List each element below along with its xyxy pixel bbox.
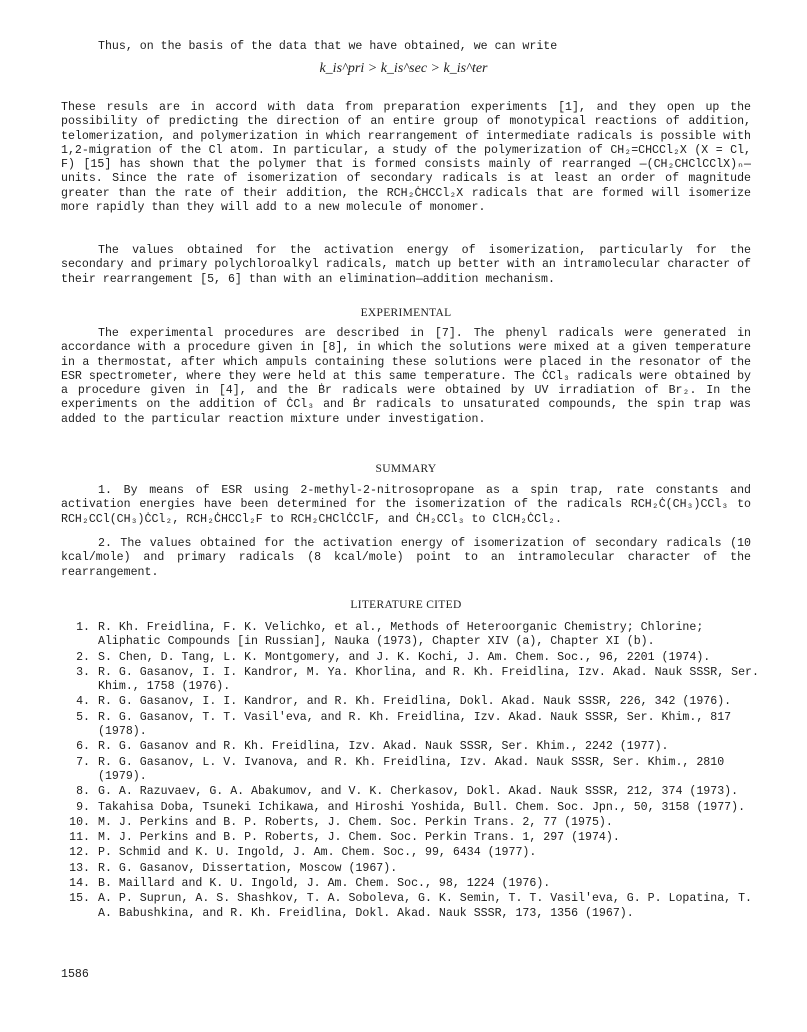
reference-number: 2. [76, 650, 90, 664]
reference-text: G. A. Razuvaev, G. A. Abakumov, and V. K. Cherkasov, Dokl. Akad. Nauk SSSR, 212, 374 (1973). [98, 785, 739, 799]
reference-text: R. G. Gasanov, T. T. Vasil'eva, and R. Kh. Freidlina, Izv. Akad. Nauk SSSR, Ser. Khim., 817 (1978). [98, 710, 732, 739]
reference-text: R. G. Gasanov, Dissertation, Moscow (1967). [98, 861, 398, 875]
reference-text: A. P. Suprun, A. S. Shashkov, T. A. Soboleva, G. K. Semin, T. T. Vasil'eva, G. P. Lopatina, T. A. Babushkina, and R. Kh. Freidlina, Dokl. Akad. Nauk SSSR, 173, 1356 (1967). [98, 892, 752, 920]
reference-item [40, 785, 760, 799]
experimental-paragraph: The experimental procedures are described in [7]. The phenyl radicals were generated in accordance with a procedure given in [8], in which the solutions were mixed at a given temperature in a thermostat, after which ampuls containing these solutions were placed in the resonator of the ESR spectrometer, where they were held at this same temperature. The ĊCl₃ radicals were obtained by a procedure given in [4], and the Ḃr radicals were obtained by UV irradiation of Br₂. In the experiments on the addition of ĊCl₃ and Ḃr radicals to unsaturated compounds, the spin trap was added to the particular reaction mixture under investigation. [61, 327, 751, 426]
reference-number: 8. [76, 785, 90, 799]
reference-item [40, 756, 760, 785]
reference-item [40, 892, 760, 921]
reference-text: S. Chen, D. Tang, L. K. Montgomery, and J. K. Kochi, J. Am. Chem. Soc., 96, 2201 (1974). [98, 650, 711, 664]
reference-text: B. Maillard and K. U. Ingold, J. Am. Chem. Soc., 98, 1224 (1976). [98, 877, 551, 891]
reference-number: 9. [76, 800, 90, 814]
summary-heading: SUMMARY [375, 463, 437, 475]
reference-list [40, 621, 760, 922]
reference-item [40, 831, 760, 845]
reference-text: R. G. Gasanov, I. I. Kandror, M. Ya. Khorlina, and R. Kh. Freidlina, Izv. Akad. Nauk SSSR, Ser. Khim., 1758 (1976). [98, 665, 759, 694]
reference-number: 13. [69, 861, 90, 875]
summary-item-1: 1. By means of ESR using 2-methyl-2-nitrosopropane as a spin trap, rate constants and activation energies have been determined for the isomerization of the radicals RCH₂Ċ(CH₃)CCl₃ to RCH₂CCl(CH₃)ĊCl₂, RCH₂ĊHCCl₂F to RCH₂CHClĊClF, and ĊH₂CCl₃ to ClCH₂ĊCl₂. [61, 484, 751, 526]
formula-text: k_is^pri > k_is^sec > k_is^ter [319, 61, 488, 76]
reference-number: 15. [69, 892, 90, 906]
reference-item [40, 666, 760, 695]
reference-item [40, 877, 760, 891]
reference-item [40, 651, 760, 665]
paragraph-1: These resuls are in accord with data from preparation experiments [1], and they open up the possibility of predicting the direction of an entire group of monotypical reactions of addition, telomerization, and polymerization in which rearrangement of intermediate radicals is possible with 1,2-migration of the Cl atom. In particular, a study of the polymerization of CH₂=CHCCl₂X (X = Cl, F) [15] has shown that the polymer that is formed consists mainly of rearranged —(CH₂CHClCClX)ₙ— units. Since the rate of isomerization of secondary radicals is at least an order of magnitude greater than the rate of their addition, the RCH₂ĊHCCl₂X radicals that are formed will isomerize more rapidly than they will add to a new molecule of monomer. [61, 101, 751, 215]
reference-item [40, 695, 760, 709]
intro-line: Thus, on the basis of the data that we have obtained, we can write [98, 40, 558, 53]
literature-heading: LITERATURE CITED [350, 599, 462, 611]
reference-item [40, 621, 760, 650]
experimental-heading: EXPERIMENTAL [360, 307, 452, 319]
reference-number: 14. [69, 877, 90, 891]
reference-item [40, 801, 760, 815]
reference-text: R. Kh. Freidlina, F. K. Velichko, et al., Methods of Heteroorganic Chemistry; Chlorine; Aliphatic Compounds [in Russian], Nauka (1973), Chapter XIV (a), Chapter XI (b). [98, 621, 704, 649]
reference-number: 4. [76, 695, 90, 709]
reference-text: R. G. Gasanov and R. Kh. Freidlina, Izv. Akad. Nauk SSSR, Ser. Khim., 2242 (1977). [98, 740, 669, 754]
reference-number: 6. [76, 740, 90, 754]
reference-text: M. J. Perkins and B. P. Roberts, J. Chem. Soc. Perkin Trans. 1, 297 (1974). [98, 831, 620, 845]
reference-number: 12. [69, 846, 90, 860]
reference-item [40, 740, 760, 754]
reference-text: P. Schmid and K. U. Ingold, J. Am. Chem. Soc., 99, 6434 (1977). [98, 846, 537, 860]
reference-text: Takahisa Doba, Tsuneki Ichikawa, and Hiroshi Yoshida, Bull. Chem. Soc. Jpn., 50, 3158 (1977). [98, 800, 746, 814]
paragraph-2: The values obtained for the activation energy of isomerization, particularly for the secondary and primary polychloroalkyl radicals, match up better with an intramolecular character of their rearrangement [5, 6] than with an elimination—addition mechanism. [61, 244, 751, 286]
rate-constant-formula [0, 62, 807, 76]
reference-number: 5. [76, 710, 90, 724]
reference-number: 11. [69, 831, 90, 845]
reference-text: R. G. Gasanov, I. I. Kandror, and R. Kh. Freidlina, Dokl. Akad. Nauk SSSR, 226, 342 (1976). [98, 695, 732, 709]
reference-item [40, 711, 760, 740]
reference-number: 3. [76, 665, 90, 679]
reference-number: 7. [76, 755, 90, 769]
reference-number: 1. [76, 621, 90, 634]
reference-number: 10. [69, 815, 90, 829]
reference-item [40, 846, 760, 860]
reference-text: M. J. Perkins and B. P. Roberts, J. Chem. Soc. Perkin Trans. 2, 77 (1975). [98, 815, 613, 829]
reference-text: R. G. Gasanov, L. V. Ivanova, and R. Kh. Freidlina, Izv. Akad. Nauk SSSR, Ser. Khim., 2810 (1979). [98, 755, 725, 783]
summary-item-2: 2. The values obtained for the activation energy of isomerization of secondary radicals (10 kcal/mole) and primary radicals (8 kcal/mole) point to an intramolecular character of the rearrangement. [61, 537, 751, 579]
reference-item [40, 862, 760, 876]
page-number: 1586 [61, 968, 89, 981]
reference-item [40, 816, 760, 830]
